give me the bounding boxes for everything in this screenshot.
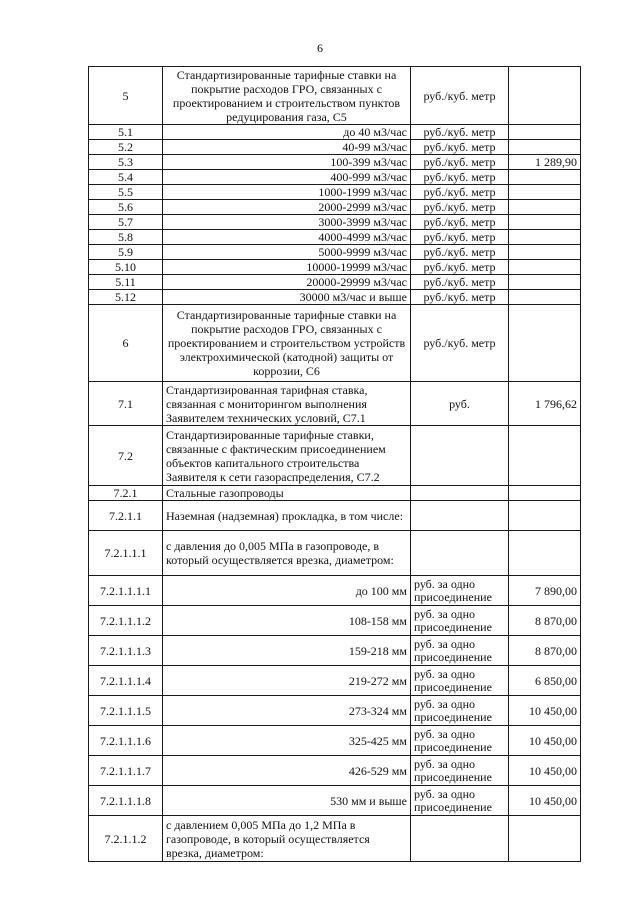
- row-unit: руб./куб. метр: [411, 170, 509, 185]
- row-number: 5.4: [89, 170, 163, 185]
- row-value: [509, 426, 581, 486]
- row-number: 5.3: [89, 155, 163, 170]
- row-description: с давлением 0,005 МПа до 1,2 МПа в газопроводе, в который осуществляется врезка, диаметром:: [163, 816, 411, 862]
- row-number: 5.5: [89, 185, 163, 200]
- row-unit: руб. за одно присоединение: [411, 606, 509, 636]
- table-row: [89, 816, 581, 862]
- table-row: [89, 486, 581, 501]
- row-value: [509, 185, 581, 200]
- row-unit: руб./куб. метр: [411, 260, 509, 275]
- table-row: [89, 756, 581, 786]
- row-description: 273-324 мм: [163, 696, 411, 726]
- table-row: [89, 786, 581, 816]
- row-unit: руб./куб. метр: [411, 215, 509, 230]
- table-row: [89, 606, 581, 636]
- row-number: 7.2.1.1.2: [89, 816, 163, 862]
- row-number: 5.8: [89, 230, 163, 245]
- row-description: 3000-3999 м3/час: [163, 215, 411, 230]
- row-number: 7.2.1.1.1.3: [89, 636, 163, 666]
- row-number: 5.7: [89, 215, 163, 230]
- row-value: [509, 200, 581, 215]
- row-number: 5.11: [89, 275, 163, 290]
- row-unit: руб./куб. метр: [411, 305, 509, 382]
- row-description: 325-425 мм: [163, 726, 411, 756]
- row-description: 100-399 м3/час: [163, 155, 411, 170]
- row-unit: руб. за одно присоединение: [411, 786, 509, 816]
- table-row: [89, 215, 581, 230]
- table-row: [89, 531, 581, 576]
- table-row: [89, 290, 581, 305]
- table-row: [89, 200, 581, 215]
- row-value: [509, 531, 581, 576]
- table-row: [89, 245, 581, 260]
- row-number: 7.2.1.1.1.6: [89, 726, 163, 756]
- row-description: 5000-9999 м3/час: [163, 245, 411, 260]
- row-unit: руб. за одно присоединение: [411, 576, 509, 606]
- row-number: 5.9: [89, 245, 163, 260]
- row-value: 7 890,00: [509, 576, 581, 606]
- page-number: 6: [317, 41, 323, 55]
- row-unit: руб./куб. метр: [411, 230, 509, 245]
- row-description: 1000-1999 м3/час: [163, 185, 411, 200]
- row-number: 6: [89, 305, 163, 382]
- row-value: 1 289,90: [509, 155, 581, 170]
- table-row: [89, 426, 581, 486]
- row-description: 2000-2999 м3/час: [163, 200, 411, 215]
- table-row: [89, 305, 581, 382]
- table-row: [89, 666, 581, 696]
- row-value: [509, 275, 581, 290]
- table-row: [89, 382, 581, 426]
- row-unit: руб./куб. метр: [411, 125, 509, 140]
- row-value: 10 450,00: [509, 756, 581, 786]
- row-value: [509, 305, 581, 382]
- row-value: [509, 486, 581, 501]
- row-value: [509, 140, 581, 155]
- table-row: [89, 636, 581, 666]
- row-number: 7.2.1.1.1.7: [89, 756, 163, 786]
- row-value: 8 870,00: [509, 606, 581, 636]
- table-row: [89, 140, 581, 155]
- row-unit: [411, 531, 509, 576]
- row-number: 5: [89, 67, 163, 125]
- row-number: 7.2: [89, 426, 163, 486]
- row-unit: руб./куб. метр: [411, 155, 509, 170]
- row-unit: [411, 816, 509, 862]
- row-number: 5.10: [89, 260, 163, 275]
- row-unit: руб. за одно присоединение: [411, 666, 509, 696]
- row-value: 6 850,00: [509, 666, 581, 696]
- row-value: [509, 230, 581, 245]
- row-value: 10 450,00: [509, 786, 581, 816]
- row-number: 7.2.1.1.1.4: [89, 666, 163, 696]
- table-row: [89, 125, 581, 140]
- row-value: 10 450,00: [509, 726, 581, 756]
- row-value: [509, 125, 581, 140]
- row-number: 7.2.1.1.1.2: [89, 606, 163, 636]
- table-row: [89, 185, 581, 200]
- row-description: до 40 м3/час: [163, 125, 411, 140]
- row-description: Стальные газопроводы: [163, 486, 411, 501]
- row-number: 7.2.1.1.1: [89, 531, 163, 576]
- row-number: 7.2.1.1.1.5: [89, 696, 163, 726]
- row-value: [509, 170, 581, 185]
- row-description: Стандартизированные тарифные ставки на покрытие расходов ГРО, связанных с проектированием и строительством устройств электрохимической (катодной) защиты от коррозии, С6: [163, 305, 411, 382]
- row-value: [509, 260, 581, 275]
- row-value: 10 450,00: [509, 696, 581, 726]
- table-row: [89, 576, 581, 606]
- row-number: 7.2.1.1.1.8: [89, 786, 163, 816]
- row-description: 108-158 мм: [163, 606, 411, 636]
- row-number: 5.6: [89, 200, 163, 215]
- row-value: [509, 215, 581, 230]
- row-description: с давления до 0,005 МПа в газопроводе, в который осуществляется врезка, диаметром:: [163, 531, 411, 576]
- row-description: Стандартизированные тарифные ставки на покрытие расходов ГРО, связанных с проектированием и строительством пунктов редуцирования газа, С5: [163, 67, 411, 125]
- row-description: 426-529 мм: [163, 756, 411, 786]
- row-value: [509, 245, 581, 260]
- row-unit: [411, 426, 509, 486]
- row-description: Наземная (надземная) прокладка, в том числе:: [163, 501, 411, 531]
- row-description: Стандартизированная тарифная ставка, связанная с мониторингом выполнения Заявителем технических условий, С7.1: [163, 382, 411, 426]
- table-row: [89, 230, 581, 245]
- row-value: [509, 816, 581, 862]
- row-unit: руб. за одно присоединение: [411, 636, 509, 666]
- row-description: 4000-4999 м3/час: [163, 230, 411, 245]
- row-number: 7.1: [89, 382, 163, 426]
- row-number: 5.1: [89, 125, 163, 140]
- table-row: [89, 67, 581, 125]
- row-number: 7.2.1.1: [89, 501, 163, 531]
- row-unit: [411, 501, 509, 531]
- row-value: [509, 290, 581, 305]
- row-unit: [411, 486, 509, 501]
- row-unit: руб./куб. метр: [411, 200, 509, 215]
- row-unit: руб./куб. метр: [411, 275, 509, 290]
- row-unit: руб. за одно присоединение: [411, 726, 509, 756]
- table-row: [89, 696, 581, 726]
- row-unit: руб./куб. метр: [411, 185, 509, 200]
- row-description: 219-272 мм: [163, 666, 411, 696]
- row-number: 7.2.1.1.1.1: [89, 576, 163, 606]
- row-number: 5.12: [89, 290, 163, 305]
- row-unit: руб.: [411, 382, 509, 426]
- row-number: 5.2: [89, 140, 163, 155]
- row-unit: руб./куб. метр: [411, 140, 509, 155]
- row-value: [509, 501, 581, 531]
- table-row: [89, 501, 581, 531]
- table-row: [89, 726, 581, 756]
- row-description: 159-218 мм: [163, 636, 411, 666]
- row-description: 10000-19999 м3/час: [163, 260, 411, 275]
- tariff-table: [88, 66, 581, 862]
- row-description: 30000 м3/час и выше: [163, 290, 411, 305]
- row-description: Стандартизированные тарифные ставки, связанные с фактическим присоединением объектов капитального строительства Заявителя к сети газораспределения, С7.2: [163, 426, 411, 486]
- row-unit: руб./куб. метр: [411, 290, 509, 305]
- row-description: 40-99 м3/час: [163, 140, 411, 155]
- row-description: 20000-29999 м3/час: [163, 275, 411, 290]
- row-unit: руб./куб. метр: [411, 245, 509, 260]
- row-description: 400-999 м3/час: [163, 170, 411, 185]
- row-unit: руб. за одно присоединение: [411, 696, 509, 726]
- row-description: до 100 мм: [163, 576, 411, 606]
- table-row: [89, 170, 581, 185]
- row-unit: руб./куб. метр: [411, 67, 509, 125]
- row-unit: руб. за одно присоединение: [411, 756, 509, 786]
- row-value: 8 870,00: [509, 636, 581, 666]
- table-row: [89, 155, 581, 170]
- row-number: 7.2.1: [89, 486, 163, 501]
- row-description: 530 мм и выше: [163, 786, 411, 816]
- row-value: [509, 67, 581, 125]
- table-row: [89, 260, 581, 275]
- table-row: [89, 275, 581, 290]
- row-value: 1 796,62: [509, 382, 581, 426]
